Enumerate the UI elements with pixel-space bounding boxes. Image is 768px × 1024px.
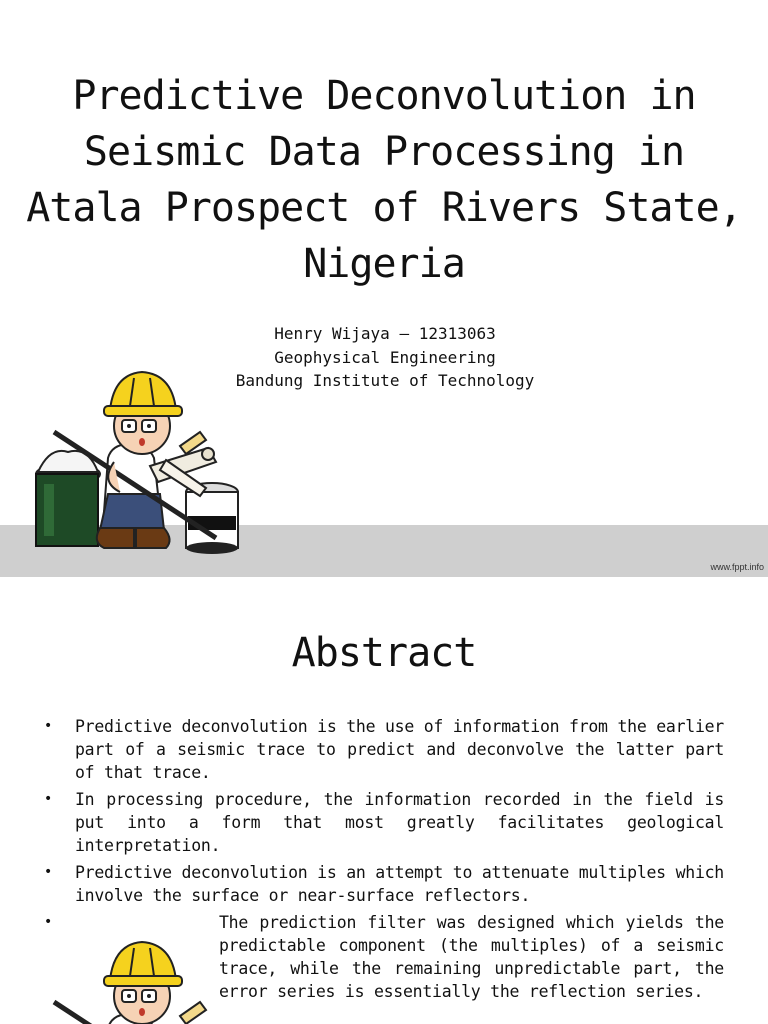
abstract-heading: Abstract [291,630,477,676]
bullet-icon: • [44,791,53,807]
author-line: Henry Wijaya – 12313063 [274,324,496,343]
department-line: Geophysical Engineering [274,347,496,367]
bullet-icon: • [44,864,53,880]
watermark: www.fppt.info [710,562,764,572]
bullet-icon: • [44,914,53,930]
bullet-text: Predictive deconvolution is an attempt to attenuate multiples which involve the surface or near-surface reflectors. [75,863,724,905]
list-item [44,861,724,907]
construction-worker-mascot-icon [30,932,240,1024]
bullet-text: Predictive deconvolution is the use of information from the earlier part of a seismic trace to predict and deconvolve the latter part of that trace. [75,717,724,782]
bullet-icon: • [44,718,53,734]
bullet-text: The prediction filter was designed which yields the predictable component (the multiples) of a seismic trace, while the remaining unpredictable part, the error series is essentially the reflection series. [219,913,724,1001]
abstract-slide [0,577,768,1024]
list-item [44,788,724,857]
slide-title: Predictive Deconvolution in Seismic Data Processing in Atala Prospect of Rivers State, Nigeria [26,73,742,287]
construction-worker-mascot-icon [30,362,240,558]
list-item [44,715,724,784]
institution-line: Bandung Institute of Technology [235,371,535,390]
bullet-text: In processing procedure, the information recorded in the field is put into a form that most greatly facilitates geological interpretation. [75,790,724,855]
